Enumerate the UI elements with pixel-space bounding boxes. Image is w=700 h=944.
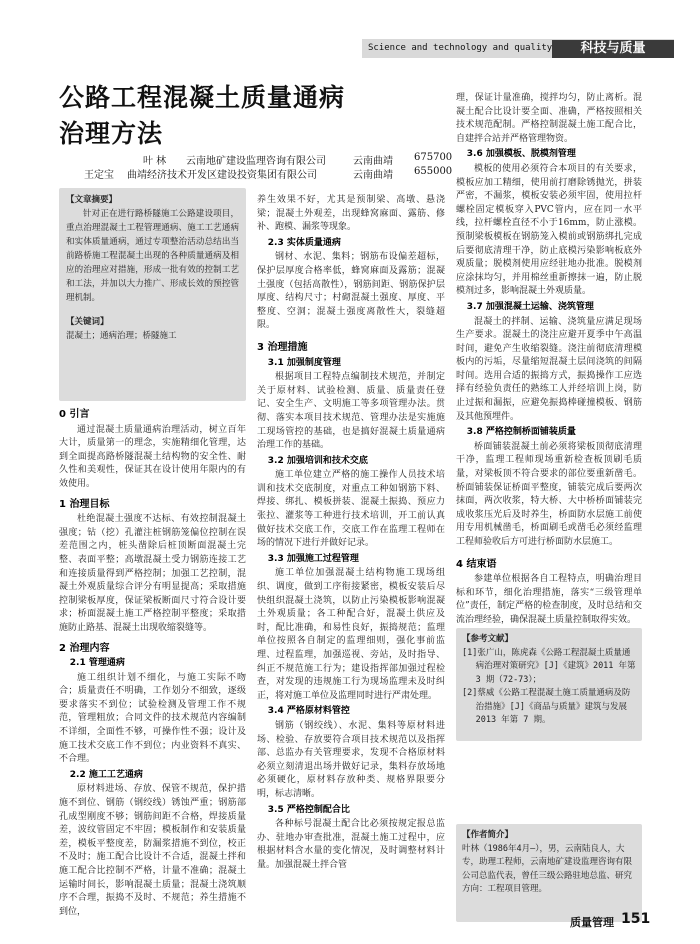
section-1-heading: 1 治理目标 bbox=[59, 498, 110, 510]
section-3-1-heading: 3.1 加强制度管理 bbox=[267, 357, 341, 368]
reference-item-1: [1]张广山，陈虎森《公路工程混凝土质量通病治理对策研究》[J]《建筑》2011 年第 3 期（72-73）； bbox=[462, 647, 636, 685]
section-3-heading: 3 治理措施 bbox=[257, 341, 308, 353]
author-bio-box bbox=[456, 824, 642, 922]
header-english: Science and technology and quality bbox=[368, 43, 553, 53]
section-3-1-paragraph: 根据项目工程特点编制技术规范，并制定关于原材料、试验检测、质量、质量责任登记、安全生产、文明施工等多项管理办法。贯彻、落实本项目技术规范、管理办法是实施施工现场管控的基础，也是搞好混凝土质量通病治理工作的基础。 bbox=[257, 372, 445, 451]
section-3-4-heading: 3.4 严格原材料管控 bbox=[267, 706, 350, 717]
keywords-label: 【关键词】 bbox=[66, 317, 109, 327]
section-3-5-paragraph: 各种标号混凝土配合比必须按规定报总监办、驻地办审查批准，混凝土施工过程中，应根据材料含水量的变化情况，及时调整材料计量。加强混凝土拌合管 bbox=[257, 819, 445, 870]
reference-item-2: [2]蔡威《公路工程混凝土施工质量通病及防治措施》[J]《商品与质量》建筑与发展 2013 年第 7 期。 bbox=[462, 688, 631, 725]
section-2-2-continued: 养生效果不好，尤其是预制梁、高墩、悬浇梁；混凝土外观差，出现蜂窝麻面、露筋、修补、跑模、漏浆等现象。 bbox=[257, 195, 445, 233]
column-3 bbox=[456, 92, 642, 628]
column-1 bbox=[59, 404, 246, 919]
author-1-postcode: 675700 bbox=[414, 152, 453, 163]
author-1-name: 叶 林 bbox=[143, 156, 167, 167]
section-4-heading: 4 结束语 bbox=[456, 558, 497, 570]
section-3-7-paragraph: 混凝土的拌制、运输、浇筑量应满足现场生产要求。混凝土的浇注应避开夏季中午高温时间，避免产生收缩裂缝。浇注前彻底清理模板内的污垢，尽量缩短混凝土层间浇筑的间隔时间。选用合适的振捣方式，振捣操作工应选择有经验负责任的熟练工人并经培训上岗，防止过振和漏振，应避免振捣棒碰撞模板、钢筋及其他预埋件。 bbox=[456, 316, 642, 422]
section-2-3-paragraph: 钢材、水泥、集料；钢筋布设偏差超标，保护层厚度合格率低，蜂窝麻面及露筋；混凝土强度（包括高散性），钢筋间距、钢筋保护层厚度、结构尺寸；村砌混凝土强度、厚度、平整度、空洞；混凝土强度离散性大，裂缝超限。 bbox=[257, 252, 445, 331]
section-3-8-paragraph: 桥面铺装混凝土前必须将梁板顶彻底清理干净，监理工程师现场重新检查板顶刷毛质量，对梁板顶不符合要求的部位要重新凿毛。桥面铺装保证桥面平整度，铺装完成后要两次抹面，两次收浆，特大桥、大中桥桥面铺装完成收浆压光后及时养生，桥面防水层施工前使用专用机械凿毛，桥面刷毛或凿毛必须经监理工程师验收后方可进行桥面防水层施工。 bbox=[456, 441, 642, 547]
section-3-7-heading: 3.7 加强混凝土运输、浇筑管理 bbox=[466, 301, 594, 312]
references-box bbox=[456, 628, 642, 741]
abstract-text: 针对正在进行路桥隧施工公路建设项目，重点治理混凝土工程管理通病、施工工艺通病和实体质量通病，通过专项整治活动总结出当前路桥施工程混凝土出现的各种质量通病及相应的治理应对措施，形成一批有效的控制工艺和工法，并加以大力推广、形成长效的预控管理机制。 bbox=[66, 209, 239, 303]
section-2-1-paragraph: 施工组织计划不细化，与施工实际不吻合；质量责任不明确，工作划分不细致，逐级要求落实不到位；试验检测及管理工作不规范，管理粗放；合同文件的技术规范内容编制不详细，全面性不够，可操作性不强；设计及施工技术交底工作不到位；内业资料不真实、不合理。 bbox=[59, 672, 246, 765]
article-title-line1: 公路工程混凝土质量通病 bbox=[59, 83, 346, 112]
section-0-paragraph: 通过混凝土质量通病治理活动，树立百年大计，质量第一的理念，实施精细化管理，达到全面提高路桥隧混凝土结构物的安全性、耐久性和美观性，保证其在设计使用年限内的有效使用。 bbox=[59, 424, 246, 489]
section-1-paragraph: 杜绝混凝土强度不达标、有效控制混凝土强度；钻（挖）孔灌注桩钢筋笼偏位控制在误差范围之内，桩头凿除后桩顶断面混凝土完整、表面平整；高墩混凝土受力钢筋连接工艺和连接质量得到严格控制；加强工艺控制，混凝土外观质量综合评分有明显提高；采取措施控制梁板厚度，保证梁板断面尺寸符合设计要求；桥面混凝土施工严格控制平整度；采取措施防止路基、混凝土出现收缩裂缝等。 bbox=[59, 514, 246, 633]
section-3-8-heading: 3.8 严格控制桥面铺装质量 bbox=[466, 427, 576, 438]
section-3-3-paragraph: 施工单位加强混凝土结构物施工现场组织、调度，做到工序衔接紧密，模板安装后尽快组织混凝土浇筑，以防止污染模板影响混凝土外观质量；各工种配合好，混凝土供应及时，配比准确，和易性良好，振捣规范；监理单位按照各自制定的监理细则，强化事前监理、过程监理，加强巡视、旁站，及时指导、纠正不规范施工行为；建设指挥部加强过程检查，对发现的违规施工行为现场监理未及时纠正，将对施工单位及监理同时进行严肃处理。 bbox=[257, 568, 445, 701]
section-4-paragraph: 参建单位根据各自工程特点，明确治理目标和环节，细化治理措施，落实“三级管理单位”责任，制定严格的检查制度，及时总结和交流治理经验，确保混凝土质量控制取得实效。 bbox=[456, 574, 642, 625]
author-bio-text: 叶林（1986年4月—），男，云南陆良人，大专，助理工程师，云南地矿建设监理咨询有限公司总监代表，曾任三级公路驻地总监、研究方向：工程项目管理。 bbox=[462, 843, 633, 894]
section-2-3-heading: 2.3 实体质量通病 bbox=[267, 237, 341, 248]
author-2-affiliation: 曲靖经济技术开发区建设投资集团有限公司 bbox=[127, 170, 317, 181]
section-3-3-heading: 3.3 加强施工过程管理 bbox=[267, 553, 359, 564]
column-2 bbox=[257, 194, 445, 873]
article-title-line2: 治理方法 bbox=[59, 119, 164, 148]
keywords-text: 混凝土；通病治理；桥隧施工 bbox=[66, 331, 177, 341]
author-2-city: 云南曲靖 bbox=[353, 170, 393, 181]
abstract-box bbox=[59, 188, 246, 401]
section-2-1-heading: 2.1 管理通病 bbox=[69, 658, 125, 669]
section-2-2-heading: 2.2 施工工艺通病 bbox=[69, 769, 143, 780]
section-2-2-paragraph: 原材料进场、存放、保管不规范，保护措施不到位、钢筋（钢绞线）锈蚀严重；钢筋部孔成型刚度不够；钢筋间距不合格，焊接质量差，波纹管固定不牢固；模板制作和安装质量差，模板平整度差，防漏浆措施不到位，校正不及时；施工配合比设计不合适，混凝土拌和施工配合比控制不严格，计量不准确；混凝土运输时间长，影响混凝土质量；混凝土浇筑顺序不合理，振捣不及时、不规范；养生措施不到位， bbox=[59, 784, 246, 917]
section-3-5-heading: 3.5 严格控制配合比 bbox=[267, 804, 350, 815]
section-3-4-paragraph: 钢筋（钢绞线）、水泥、集料等原材料进场、检验、存放要符合项目技术规范以及指挥部、总监办有关管理要求，发现不合格原材料必须立刻清退出场并做好记录，集料存放场地必须硬化，原材料存放种类、规格界限要分明，标志清晰。 bbox=[257, 720, 445, 799]
section-3-6-paragraph: 模板的使用必须符合本项目的有关要求，模板应加工精细，使用前打磨除锈抛光，拼装严密，不漏浆，模板安装必须牢固，使用拉杆螺栓固定模板穿入PVC管内，应在同一水平线，拉杆螺栓直径不小于16mm，防止涨模。预制梁板模板在钢筋笼入模前或钢筋绑扎完成后要彻底清理干净，防止底模污染影响板底外观质量；脱模剂使用应经驻地办批准。脱模剂应涂抹均匀，并用棉丝重新擦抹一遍，防止脱模剂过多，影响混凝土外观质量。 bbox=[456, 163, 642, 297]
references-label: 【参考文献】 bbox=[462, 634, 514, 644]
section-3-2-heading: 3.2 加强培训和技术交底 bbox=[267, 455, 368, 466]
author-2-name: 王定宝 bbox=[84, 170, 114, 181]
author-1-city: 云南曲靖 bbox=[353, 156, 393, 167]
section-3-5-continued: 理，保证计量准确，搅拌均匀，防止离析。混凝土配合比设计要全面、准确，严格按照相关技术规范配制。严格控制混凝土施工配合比，自建拌合站并严格管理物资。 bbox=[456, 93, 642, 144]
header-section-label: 科技与质量 bbox=[552, 40, 674, 58]
section-0-heading: 0 引言 bbox=[59, 409, 90, 420]
author-bio-label: 【作者简介】 bbox=[462, 830, 514, 840]
abstract-label: 【文章摘要】 bbox=[66, 195, 118, 205]
footer-page-number: 151 bbox=[621, 911, 651, 927]
author-2-postcode: 655000 bbox=[414, 166, 453, 177]
footer-journal-name: 质量管理 bbox=[570, 916, 614, 929]
author-1-affiliation: 云南地矿建设监理咨询有限公司 bbox=[186, 156, 326, 167]
section-2-heading: 2 治理内容 bbox=[59, 642, 110, 654]
section-3-6-heading: 3.6 加强模板、脱模剂管理 bbox=[466, 149, 576, 160]
section-3-2-paragraph: 施工单位建立严格的施工操作人员技术培训和技术交底制度，对重点工种如钢筋下料、焊接、绑扎、模板拼装、混凝土振捣、预应力张拉、灌浆等工种进行技术培训，开工前认真做好技术交底工作，交底工作在监理工程师在场的情况下进行并做好记录。 bbox=[257, 470, 445, 549]
